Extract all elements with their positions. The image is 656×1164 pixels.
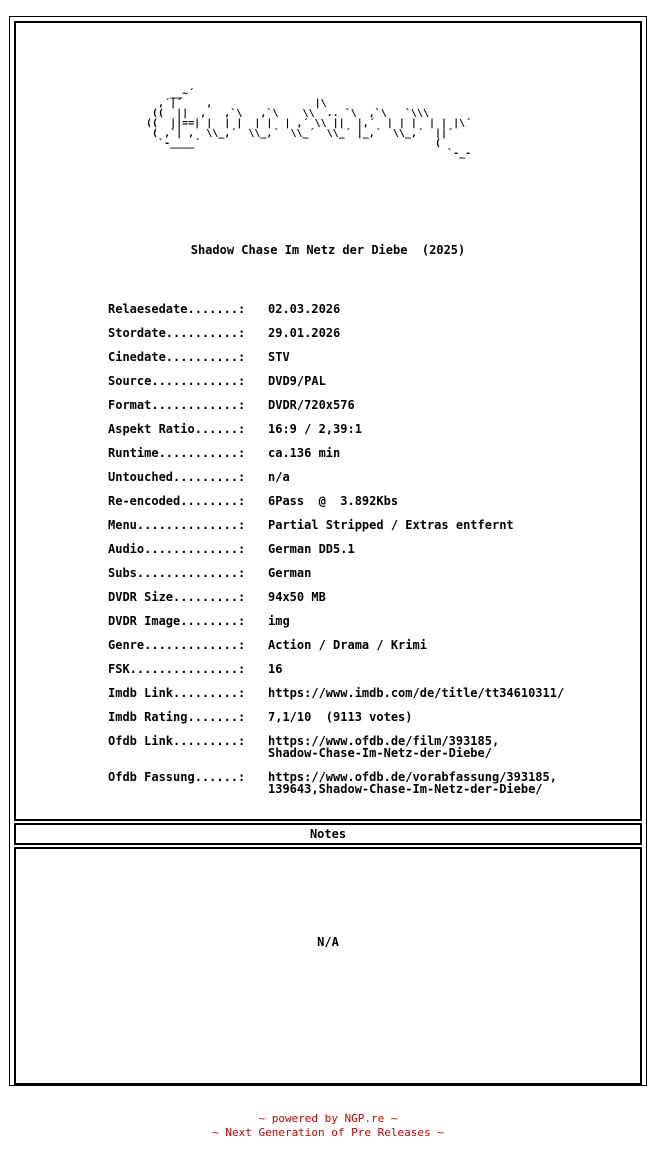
info-key: Runtime...........: <box>108 446 246 460</box>
info-key: Aspekt Ratio......: <box>108 422 246 436</box>
info-row <box>108 711 628 735</box>
info-value: DVDR/720x576 <box>268 398 355 412</box>
info-row <box>108 591 628 615</box>
notes-body-text: N/A <box>317 935 339 949</box>
info-key: Ofdb Link.........: <box>108 734 246 748</box>
info-row <box>108 543 628 567</box>
info-key: Imdb Rating.......: <box>108 710 246 724</box>
info-value: German <box>268 566 312 580</box>
info-value[interactable]: https://www.ofdb.de/film/393185, Shadow-Chase-Im-Netz-der-Diebe/ <box>268 734 500 760</box>
info-row <box>108 447 628 471</box>
info-row <box>108 687 628 711</box>
info-key: Genre.............: <box>108 638 246 652</box>
info-value: 29.01.2026 <box>268 326 341 340</box>
info-value: German DD5.1 <box>268 542 355 556</box>
info-key: Re-encoded........: <box>108 494 246 508</box>
info-key: Untouched.........: <box>108 470 246 484</box>
info-row <box>108 399 628 423</box>
notes-header <box>14 823 642 845</box>
footer-tagline: ~ Next Generation of Pre Releases ~ <box>212 1126 444 1139</box>
notes-header-label: Notes <box>309 827 347 841</box>
info-row <box>108 663 628 687</box>
nfo-container <box>9 16 647 1086</box>
info-row <box>108 639 628 663</box>
info-key: Relaesedate.......: <box>108 302 246 316</box>
info-row <box>108 567 628 591</box>
info-key: Ofdb Fassung......: <box>108 770 246 784</box>
info-row <box>108 519 628 543</box>
info-key: Format............: <box>108 398 246 412</box>
info-key: DVDR Size.........: <box>108 590 246 604</box>
info-row <box>108 615 628 639</box>
info-row <box>108 735 628 771</box>
nfo-panel <box>14 21 642 821</box>
info-value: img <box>268 614 290 628</box>
info-value: n/a <box>268 470 290 484</box>
info-value: Partial Stripped / Extras entfernt <box>268 518 514 532</box>
info-key: Cinedate..........: <box>108 350 246 364</box>
release-title: Shadow Chase Im Netz der Diebe (2025) <box>190 243 466 257</box>
info-value: STV <box>268 350 290 364</box>
info-key: DVDR Image........: <box>108 614 246 628</box>
info-key: Audio.............: <box>108 542 246 556</box>
info-row <box>108 351 628 375</box>
info-value: ca.136 min <box>268 446 341 460</box>
ascii-logo: __~´ ,´|´ , |\ (( || , ,`\ ,`\ \\ .. `\ ,`\ `\\\ (( ||==| | | | | | | ,´ \\ || |,´ | | | | | |\´ ( ,`| , \\_,´ \\_,´ \\_´ \\_´ |_,´ \\_,´ ||´ `-____´ ( `-_- <box>146 88 472 159</box>
info-row <box>108 423 628 447</box>
info-key: Source............: <box>108 374 246 388</box>
info-row <box>108 495 628 519</box>
info-value: 16 <box>268 662 283 676</box>
info-value[interactable]: https://www.imdb.com/de/title/tt34610311/ <box>268 686 565 700</box>
info-row <box>108 303 628 327</box>
release-info-list <box>108 303 628 807</box>
info-key: Imdb Link.........: <box>108 686 246 700</box>
info-row <box>108 471 628 495</box>
info-value: 16:9 / 2,39:1 <box>268 422 362 436</box>
info-key: Menu..............: <box>108 518 246 532</box>
info-value: 6Pass @ 3.892Kbs <box>268 494 399 508</box>
notes-panel <box>14 847 642 1085</box>
footer <box>0 1112 656 1140</box>
info-row <box>108 771 628 807</box>
info-key: Stordate..........: <box>108 326 246 340</box>
info-value[interactable]: https://www.ofdb.de/vorabfassung/393185, 139643,Shadow-Chase-Im-Netz-der-Diebe/ <box>268 770 557 796</box>
info-row <box>108 327 628 351</box>
info-value: 02.03.2026 <box>268 302 341 316</box>
info-key: FSK...............: <box>108 662 246 676</box>
footer-powered-by[interactable]: ~ powered by NGP.re ~ <box>258 1112 398 1125</box>
info-value: DVD9/PAL <box>268 374 326 388</box>
info-value: 94x50 MB <box>268 590 326 604</box>
info-value: 7,1/10 (9113 votes) <box>268 710 413 724</box>
info-row <box>108 375 628 399</box>
info-key: Subs..............: <box>108 566 246 580</box>
info-value: Action / Drama / Krimi <box>268 638 427 652</box>
